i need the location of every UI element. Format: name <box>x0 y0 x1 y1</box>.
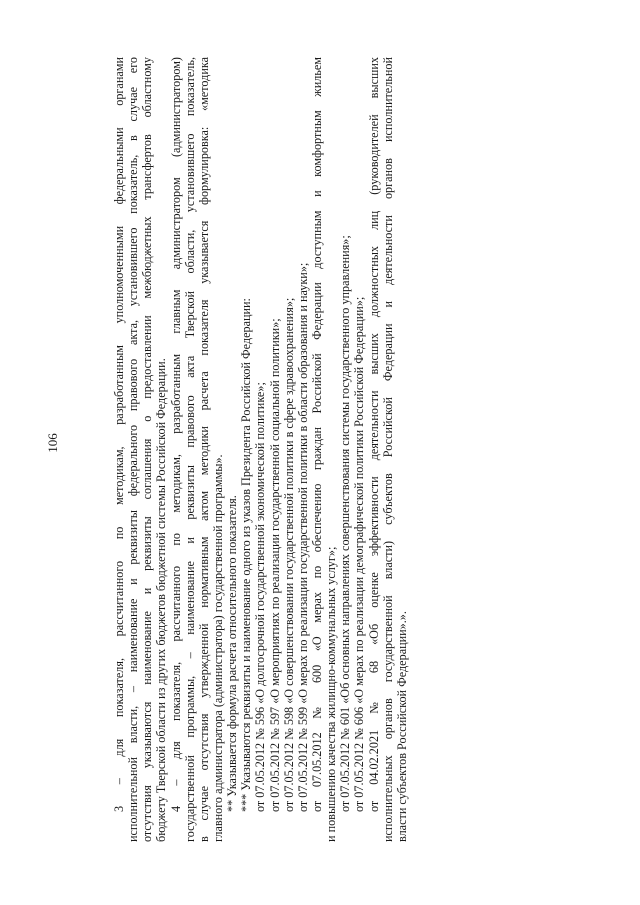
text-line: от 07.05.2012 № 600 «О мерах по обеспечению граждан Российской Федерации доступным и комфортным жильем <box>309 57 324 812</box>
text-line: от 07.05.2012 № 601 «Об основных направлениях совершенствования системы государственного управления»; <box>338 235 353 812</box>
page-number: 106 <box>45 433 60 453</box>
text-line: от 04.02.2021 № 68 «Об оценке эффективности деятельности высших должностных лиц (руководителей высших <box>366 57 381 812</box>
text-line: 4 – для показателя, рассчитанного по методикам, разработанным главным администратором (администратором) <box>168 57 183 812</box>
text-line: от 07.05.2012 № 606 «О мерах по реализации демографической политики Российской Федерации»; <box>352 296 367 812</box>
text-line: и повышению качества жилищно-коммунальных услуг»; <box>324 546 339 842</box>
text-line: бюджету Тверской области из других бюджетов бюджетной системы Российской Федерации. <box>154 358 169 842</box>
text-line: государственной программы, – наименование и реквизиты правового акта Тверской области, установившего показатель, <box>182 57 197 842</box>
text-line: от 07.05.2012 № 598 «О совершенствовании государственной политики в сфере здравоохранения»; <box>281 297 296 812</box>
text-line: от 07.05.2012 № 596 «О долгосрочной государственной экономической политике»; <box>253 382 268 812</box>
footnotes-block <box>112 57 462 842</box>
text-line: главного администратора (администратора) государственной программы». <box>210 454 225 842</box>
text-line: 3 – для показателя, рассчитанного по методикам, разработанным уполномоченными федеральными органами <box>112 57 126 812</box>
text-line: ** Указывается формула расчета относительного показателя. <box>225 495 240 812</box>
text-line: от 07.05.2012 № 599 «О мерах по реализации государственной политики в области образования и науки»; <box>295 262 310 812</box>
text-line: в случае отсутствия утвержденной нормативным актом методики расчета показателя указывается формулировка: «методика <box>196 57 211 842</box>
text-line: исполнительных органов государственной власти) субъектов Российской Федерации и деятельности органов исполнительной <box>380 57 395 842</box>
text-line: *** Указываются реквизиты и наименование одного из указов Президента Российской Федерации: <box>239 298 254 812</box>
text-line: власти субъектов Российской Федерации».». <box>394 611 409 842</box>
text-line: отсутствия указываются наименование и реквизиты соглашения о предоставлении межбюджетных трансфертов областному <box>140 57 155 842</box>
text-line: от 07.05.2012 № 597 «О мероприятиях по реализации государственной социальной политики»; <box>267 318 282 812</box>
text-line: исполнительной власти, – наименование и реквизиты федерального правового акта, установившего показатель, в случае его <box>126 57 141 842</box>
